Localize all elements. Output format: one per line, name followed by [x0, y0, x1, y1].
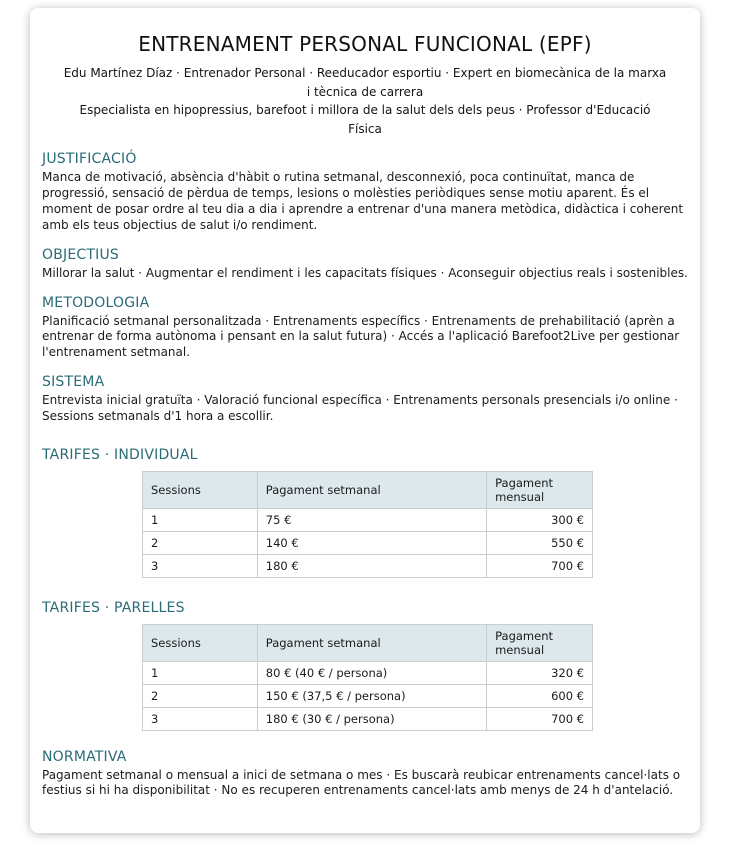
tarifes-parelles-heading: TARIFES · PARELLES — [42, 599, 185, 616]
table-cell-weekly: 180 € — [257, 554, 486, 577]
table-cell-sessions: 1 — [143, 508, 258, 531]
table-header-row — [143, 471, 593, 508]
table-cell-sessions: 3 — [143, 554, 258, 577]
column-header-pagament-setmanal: Pagament setmanal — [257, 624, 486, 661]
section-heading: NORMATIVA — [42, 748, 127, 765]
section-heading: OBJECTIUS — [42, 246, 119, 263]
section-body: Pagament setmanal o mensual a inici de setmana o mes · Es buscarà reubicar entrenaments cancel·lats o festius si hi ha disponibilitat · No es recuperen entrenaments cancel·lats amb menys de 24 h d'antelació. — [42, 767, 681, 798]
section-objectius — [42, 247, 688, 282]
section-justificacio — [42, 151, 688, 233]
section-metodologia — [42, 295, 688, 361]
section-sistema — [42, 374, 688, 425]
section-heading: METODOLOGIA — [42, 294, 150, 311]
document-page — [30, 8, 700, 833]
table-cell-weekly: 150 € (37,5 € / persona) — [257, 684, 486, 707]
tarifes-parelles-block — [42, 600, 688, 731]
table-row — [143, 707, 593, 730]
table-row — [143, 554, 593, 577]
table-cell-weekly: 75 € — [257, 508, 486, 531]
table-cell-sessions: 3 — [143, 707, 258, 730]
table-cell-weekly: 180 € (30 € / persona) — [257, 707, 486, 730]
table-cell-monthly: 550 € — [487, 531, 593, 554]
table-cell-sessions: 1 — [143, 661, 258, 684]
page-title: ENTRENAMENT PERSONAL FUNCIONAL (EPF) — [138, 32, 592, 56]
subtitle-line-1: Edu Martínez Díaz · Entrenador Personal · Reeducador esportiu · Expert en biomecànica de la marxa i tècnica de carrera — [63, 66, 667, 99]
section-body: Millorar la salut · Augmentar el rendiment i les capacitats físiques · Aconseguir objectius reals i sostenibles. — [42, 265, 688, 280]
tarifes-parelles-table — [142, 624, 593, 731]
column-header-pagament-setmanal: Pagament setmanal — [257, 471, 486, 508]
section-heading: SISTEMA — [42, 374, 105, 390]
table-row — [143, 661, 593, 684]
table-cell-weekly: 140 € — [257, 531, 486, 554]
table-cell-monthly: 700 € — [487, 707, 593, 730]
table-cell-sessions: 2 — [143, 531, 258, 554]
table-row — [143, 684, 593, 707]
table-row — [143, 508, 593, 531]
section-body: Entrevista inicial gratuïta · Valoració funcional específica · Entrenaments personals presencials i/o online · Sessions setmanals d'1 hora a escollir. — [42, 393, 678, 423]
section-body: Planificació setmanal personalitzada · Entrenaments específics · Entrenaments de prehabilitació (aprèn a entrenar de forma autònoma i pensant en la salut futura) · Accés a l'aplicació Barefoot2Live per gestionar l'entrenament setmanal. — [42, 313, 680, 360]
column-header-pagament-mensual: Pagament mensual — [487, 471, 593, 508]
table-cell-monthly: 700 € — [487, 554, 593, 577]
tarifes-individual-heading: TARIFES · INDIVIDUAL — [42, 446, 198, 463]
column-header-sessions: Sessions — [143, 471, 258, 508]
table-cell-monthly: 600 € — [487, 684, 593, 707]
section-body: Manca de motivació, absència d'hàbit o rutina setmanal, desconnexió, poca continuïtat, manca de progressió, sensació de pèrdua de temps, lesions o molèsties periòdiques sense motiu aparent. És el moment de posar ordre al teu dia a dia i aprendre a entrenar d'una manera metòdica, didàctica i coherent amb els teus objectius de salut i/o rendiment. — [42, 170, 684, 232]
tarifes-individual-block — [42, 447, 688, 578]
table-header-row — [143, 624, 593, 661]
column-header-sessions: Sessions — [143, 624, 258, 661]
tarifes-individual-table — [142, 471, 593, 578]
table-cell-monthly: 300 € — [487, 508, 593, 531]
table-row — [143, 531, 593, 554]
subtitle-line-2: Especialista en hipopressius, barefoot i millora de la salut dels dels peus · Professor d'Educació Física — [79, 103, 651, 136]
table-cell-weekly: 80 € (40 € / persona) — [257, 661, 486, 684]
table-cell-monthly: 320 € — [487, 661, 593, 684]
table-cell-sessions: 2 — [143, 684, 258, 707]
section-normativa — [42, 749, 688, 800]
column-header-pagament-mensual: Pagament mensual — [487, 624, 593, 661]
section-heading: JUSTIFICACIÓ — [42, 151, 137, 168]
